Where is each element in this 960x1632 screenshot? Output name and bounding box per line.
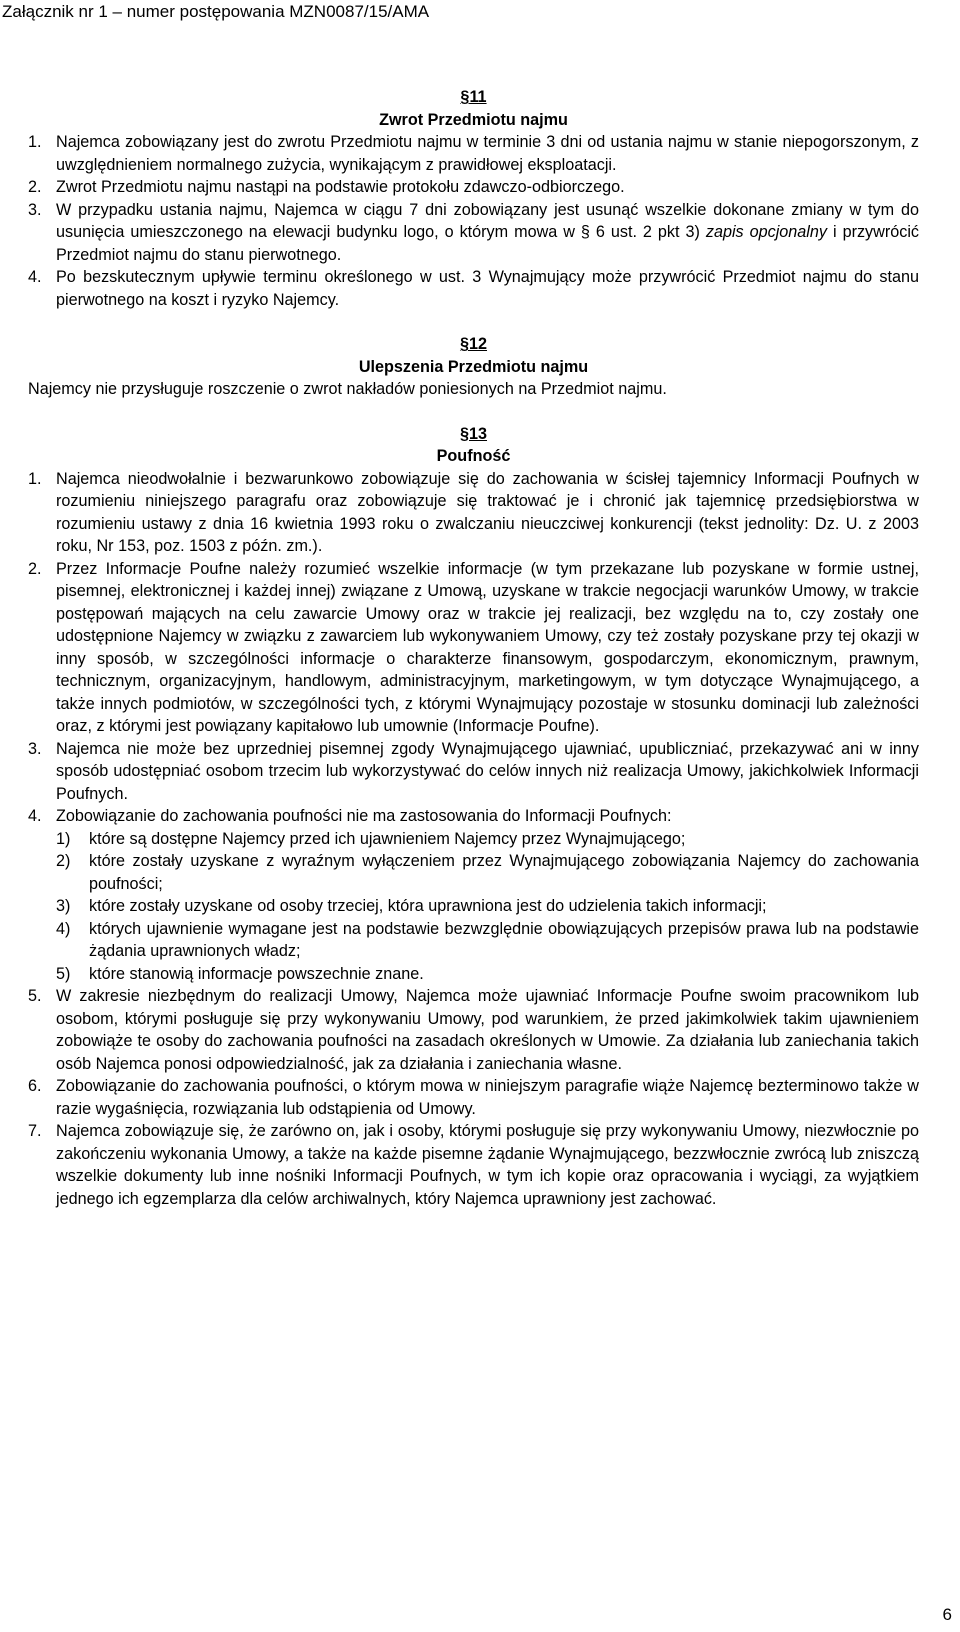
s13-item-4: 4. Zobowiązanie do zachowania poufności nie ma zastosowania do Informacji Poufnych: — [28, 807, 672, 825]
s13-subitem-5: 5) które stanowią informacje powszechnie znane. — [56, 964, 424, 983]
document-header: Załącznik nr 1 – numer postępowania MZN0087/15/AMA — [2, 2, 430, 21]
section-13-title: Poufność — [436, 447, 511, 465]
s13-subitem-4: 4) których ujawnienie wymagane jest na podstawie bezwzględnie obowiązujących przepisów prawa lub na podstawie żądania uprawnionych władz; — [56, 919, 919, 960]
s13-subitem-3: 3) które zostały uzyskane od osoby trzeciej, która uprawniona jest do udzielenia takich informacji; — [56, 897, 767, 915]
s13-subitem-2: 2) które zostały uzyskane z wyraźnym wyłączeniem przez Wynajmującego zobowiązania Najemcy do zachowania poufności; — [56, 852, 919, 893]
section-11-title: Zwrot Przedmiotu najmu — [379, 110, 568, 129]
section-11-number: §11 — [460, 88, 487, 106]
section-12-number: §12 — [459, 335, 488, 353]
page-number: 6 — [942, 1605, 952, 1624]
s13-item-6: 6. Zobowiązanie do zachowania poufności, o którym mowa w niniejszym paragrafie wiąże Najemcę bezterminowo także w razie wygaśnięcia, rozwiązania lub odstąpienia od Umowy. — [28, 1077, 919, 1118]
s13-item-1: 1. Najemca nieodwołalnie i bezwarunkowo zobowiązuje się do zachowania w ścisłej tajemnicy Informacji Poufnych w rozumieniu niniejszego paragrafu oraz zobowiązuje się traktować je i chronić jak tajemnicę przedsiębiorstwa w rozumieniu ustawy z dnia 16 kwietnia 1993 roku o zwalczaniu nieuczciwej konkurencji (tekst jednolity: Dz. U. z 2003 roku, Nr 153, poz. 1503 z późn. zm.). — [28, 469, 919, 555]
s13-item-5: 5. W zakresie niezbędnym do realizacji Umowy, Najemca może ujawniać Informacje Poufne swoim pracownikom lub osobom, którymi posługuje się przy wykonywaniu Umowy, pod warunkiem, że przed jakimkolwiek takim ujawnieniem zobowiąże te osoby do zachowania poufności na zasadach określonych w Umowie. Za działania lub zaniechania takich osób Najemca ponosi odpowiedzialność, jak za działania i zaniechania własne. — [28, 987, 919, 1073]
document-body — [28, 86, 919, 1210]
s13-subitem-1: 1) które są dostępne Najemcy przed ich ujawnieniem Najemcy przez Wynajmującego; — [56, 829, 686, 848]
s13-item-2: 2. Przez Informacje Poufne należy rozumieć wszelkie informacje (w tym przekazane lub pozyskane w formie ustnej, pisemnej, elektronicznej i każdej innej) związane z Umową, uzyskane w trakcie negocjacji warunków Umowy, w trakcie postępowań mających na celu zawarcie Umowy oraz w trakcie jej realizacji, bez względu na to, czy zostały one udostępnione Najemcy w związku z zawarciem lub wykonywaniem Umowy, czy też zostały pozyskane przy tej okazji w inny sposób, w szczególności informacje o charakterze finansowym, gospodarczym, ekonomicznym, prawnym, technicznym, organizacyjnym, handlowym, administracyjnym, marketingowym, w tym dotyczące Wynajmującego, a także innych podmiotów, w szczególności tych, z którymi Wynajmujący pozostaje w stosunku dominacji lub zależności oraz, z którymi jest powiązany kapitałowo lub umownie (Informacje Poufne). — [28, 559, 919, 735]
s11-item-1: 1. Najemca zobowiązany jest do zwrotu Przedmiotu najmu w terminie 3 dni od ustania najmu w stanie niepogorszonym, z uwzględnieniem normalnego zużycia, wynikającym z prawidłowej eksploatacji. — [28, 133, 919, 174]
s11-item-2: 2. Zwrot Przedmiotu najmu nastąpi na podstawie protokołu zdawczo-odbiorczego. — [28, 178, 625, 196]
section-13-number: §13 — [459, 424, 488, 443]
s12-text: Najemcy nie przysługuje roszczenie o zwrot nakładów poniesionych na Przedmiot najmu. — [28, 380, 667, 398]
s13-item-3: 3. Najemca nie może bez uprzedniej pisemnej zgody Wynajmującego ujawniać, upubliczniać, przekazywać ani w inny sposób udostępniać osobom trzecim lub wykorzystywać do celów innych niż realizacja Umowy, jakichkolwiek Informacji Poufnych. — [28, 739, 919, 803]
s13-item-7: 7. Najemca zobowiązuje się, że zarówno on, jak i osoby, którymi posługuje się przy wykonywaniu Umowy, niezwłocznie po zakończeniu wykonania Umowy, a także na każde pisemne żądanie Wynajmującego, bezzwłocznie zwrócą lub zniszczą wszelkie dokumenty lub inne nośniki Informacji Poufnych, w tym ich kopie oraz opracowania i wyciągi, za wyjątkiem jednego ich egzemplarza dla celów archiwalnych, który Najemca uprawniony jest zachować. — [28, 1122, 919, 1208]
optional-clause-note: zapis opcjonalny — [705, 223, 828, 241]
s11-item-3: 3. W przypadku ustania najmu, Najemca w ciągu 7 dni zobowiązany jest usunąć wszelkie dokonane zmiany w tym do usunięcia umieszczonego na elewacji budynku logo, o którym mowa w § 6 ust. 2 pkt 3) zapis opcjonalny i przywrócić Przedmiot najmu do stanu pierwotnego. — [28, 200, 920, 264]
section-12-title: Ulepszenia Przedmiotu najmu — [358, 357, 589, 376]
s11-item-4: 4. Po bezskutecznym upływie terminu określonego w ust. 3 Wynajmujący może przywrócić Przedmiot najmu do stanu pierwotnego na koszt i ryzyko Najemcy. — [28, 268, 919, 309]
